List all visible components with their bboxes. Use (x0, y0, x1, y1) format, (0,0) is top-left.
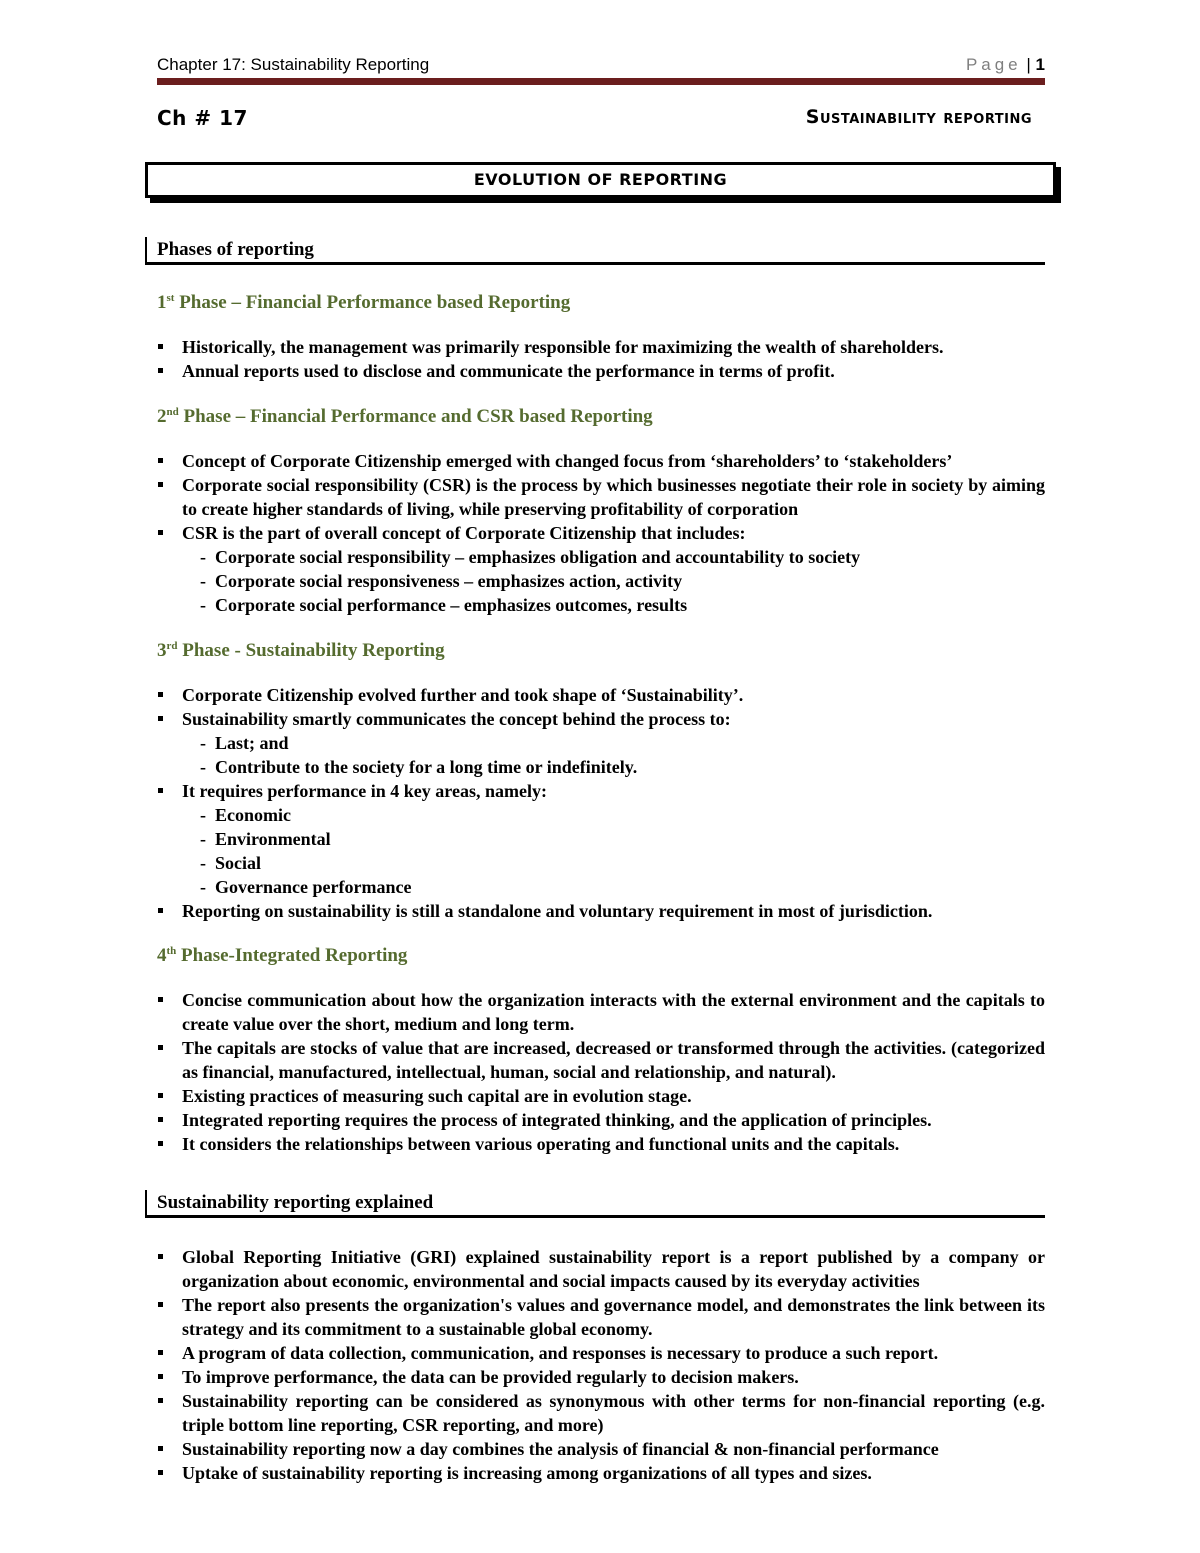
phase-ordinal: 3 (157, 640, 167, 661)
section-heading-phases: Phases of reporting (145, 237, 1045, 265)
list-item: Concise communication about how the organization interacts with the external environment and the capitals to create value over the short, medium and long term. (157, 988, 1045, 1036)
phase-ordinal: 4 (157, 945, 167, 966)
phase-ordinal: 1 (157, 292, 167, 313)
chapter-title: Sustainability reporting (805, 106, 1032, 128)
phase-2-list (157, 449, 1045, 617)
list-item: CSR is the part of overall concept of Corporate Citizenship that includes: (157, 521, 1045, 545)
list-item: Global Reporting Initiative (GRI) explained sustainability report is a report published by a company or organization about economic, environmental and social impacts caused by its everyday activities (157, 1245, 1045, 1293)
list-item: Existing practices of measuring such capital are in evolution stage. (157, 1084, 1045, 1108)
phase-3-list (157, 683, 1045, 923)
main-title: EVOLUTION OF REPORTING (145, 162, 1056, 198)
list-item: Sustainability smartly communicates the concept behind the process to: (157, 707, 1045, 731)
sub-list-item: - Environmental (157, 827, 1045, 851)
phase-ordinal-suffix: rd (166, 640, 178, 652)
header-rule (157, 78, 1045, 85)
phase-title: Phase – Financial Performance and CSR based Reporting (178, 406, 653, 427)
chapter-number: Ch # 17 (157, 106, 248, 130)
list-item: The report also presents the organization's values and governance model, and demonstrates the link between its strategy and its commitment to a sustainable global economy. (157, 1293, 1045, 1341)
phase-2-heading (157, 406, 653, 428)
list-item: The capitals are stocks of value that are increased, decreased or transformed through the activities. (categorized as financial, manufactured, intellectual, human, social and relationship, and natural). (157, 1036, 1045, 1084)
section-heading-explained: Sustainability reporting explained (145, 1190, 1045, 1218)
page-number: 1 (1035, 55, 1045, 74)
phase-3-heading (157, 640, 445, 662)
phase-title: Phase-Integrated Reporting (176, 945, 408, 966)
list-item: Annual reports used to disclose and communicate the performance in terms of profit. (157, 359, 1045, 383)
list-item: Historically, the management was primarily responsible for maximizing the wealth of shareholders. (157, 335, 1045, 359)
sub-list-item: - Corporate social performance – emphasizes outcomes, results (157, 593, 1045, 617)
list-item: Uptake of sustainability reporting is increasing among organizations of all types and sizes. (157, 1461, 1045, 1485)
sub-list-item: - Governance performance (157, 875, 1045, 899)
list-item: Corporate Citizenship evolved further and took shape of ‘Sustainability’. (157, 683, 1045, 707)
phase-1-heading (157, 292, 570, 314)
page-separator: | (1026, 55, 1031, 74)
sub-list-item: - Economic (157, 803, 1045, 827)
list-item: To improve performance, the data can be provided regularly to decision makers. (157, 1365, 1045, 1389)
list-item: Reporting on sustainability is still a standalone and voluntary requirement in most of jurisdiction. (157, 899, 1045, 923)
list-item: Sustainability reporting can be considered as synonymous with other terms for non-financial reporting (e.g. triple bottom line reporting, CSR reporting, and more) (157, 1389, 1045, 1437)
sub-list-item: - Corporate social responsiveness – emphasizes action, activity (157, 569, 1045, 593)
list-item: Concept of Corporate Citizenship emerged with changed focus from ‘shareholders’ to ‘stakeholders’ (157, 449, 1045, 473)
phase-ordinal-suffix: th (166, 945, 177, 957)
running-header-title: Chapter 17: Sustainability Reporting (157, 55, 430, 74)
page-word: Page (965, 55, 1022, 74)
list-item: It considers the relationships between various operating and functional units and the capitals. (157, 1132, 1045, 1156)
running-header (157, 53, 1045, 77)
sub-list-item: - Last; and (157, 731, 1045, 755)
phase-title: Phase - Sustainability Reporting (177, 640, 445, 661)
list-item: It requires performance in 4 key areas, namely: (157, 779, 1045, 803)
chapter-line (157, 106, 1032, 134)
phase-ordinal: 2 (157, 406, 167, 427)
sub-list-item: - Social (157, 851, 1045, 875)
sub-list-item: - Contribute to the society for a long time or indefinitely. (157, 755, 1045, 779)
phase-ordinal-suffix: nd (166, 406, 179, 418)
phase-4-list (157, 988, 1045, 1156)
list-item: Sustainability reporting now a day combines the analysis of financial & non-financial performance (157, 1437, 1045, 1461)
phase-4-heading (157, 945, 407, 967)
list-item: Integrated reporting requires the process of integrated thinking, and the application of principles. (157, 1108, 1045, 1132)
list-item: Corporate social responsibility (CSR) is the process by which businesses negotiate their role in society by aiming to create higher standards of living, while preserving profitability of corporation (157, 473, 1045, 521)
page-indicator (966, 55, 1045, 75)
phase-title: Phase – Financial Performance based Reporting (174, 292, 571, 313)
list-item: A program of data collection, communication, and responses is necessary to produce a such report. (157, 1341, 1045, 1365)
phase-ordinal-suffix: st (166, 292, 175, 304)
sub-list-item: - Corporate social responsibility – emphasizes obligation and accountability to society (157, 545, 1045, 569)
explained-list (157, 1245, 1045, 1485)
phase-1-list (157, 335, 1045, 383)
